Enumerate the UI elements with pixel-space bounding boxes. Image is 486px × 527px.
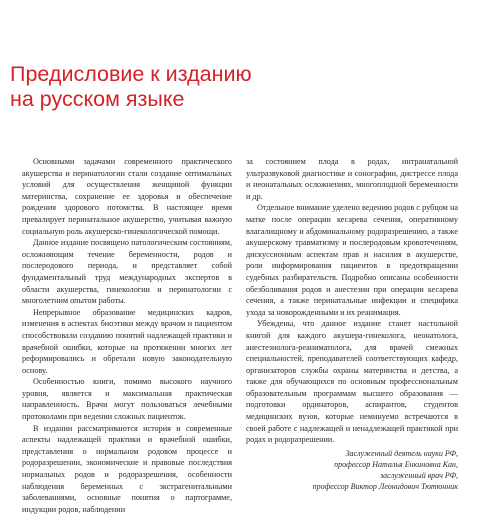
paragraph: Данное издание посвящено патологическим состояниям, осложняющим течение беременности, родов и послеродового периода, и представляет собой фундаментальный труд международных экспертов в области акушерства, гинекологии и перинатологии с многолетним опытом работы. (22, 238, 232, 306)
paragraph: Основными задачами современного практического акушерства и перинатологии стали создание оптимальных условий для осуществления женщиной функции материнства, сохранение ее здоровья и обеспечение рождения здорового потомства. В настоящее время превалирует перинатальное акушерство, учитывая важную социальную роль акушерско-гинекологической помощи. (22, 157, 232, 236)
paragraph: Особенностью книги, помимо высокого научного уровня, является и максимальная практическая направленность. Врачи могут пользоваться лечебными протоколами при ведении сложных пациенток. (22, 377, 232, 422)
title-line-2: на русском языке (10, 87, 185, 111)
signature (246, 448, 458, 493)
paragraph: за состоянием плода в родах, интранатальной ультразвуковой диагностике и сонографии, дистрессе плода и неонатальных осложнениях, многоплодной беременности и др. (246, 157, 458, 201)
page-title (10, 62, 410, 112)
left-column (22, 156, 232, 515)
right-column (246, 156, 458, 493)
signature-line: Заслуженный деятель науки РФ, (345, 448, 458, 458)
signature-line: профессор Наталья Енкиновна Кан, (334, 460, 458, 470)
signature-line: профессор Виктор Леонидович Тютюнник (312, 482, 458, 492)
paragraph: Убеждены, что данное издание станет настольной книгой для каждого акушера-гинеколога, неонатолога, анестезиолога-реаниматолога, для врачей смежных специальностей, преподавателей соответствующих кафедр, организаторов службы охраны материнства и детства, а также для обучающихся по основным профессиональным образовательным программам высшего образования — подготовки ординаторов, аспирантов, студентов медицинских вузов, которые неминуемо встречаются в своей работе с надлежащей и ненадлежащей практикой при родах и родоразрешении. (246, 319, 458, 445)
title-line-1: Предисловие к изданию (10, 62, 252, 86)
signature-line: заслуженный врач РФ, (380, 471, 458, 481)
paragraph: Отдельное внимание уделено ведению родов с рубцом на матке после операции кесарева сечения, оперативному влагалищному и абдоминальному родоразрешению, а также акушерскому травматизму и послеродовым кровотечениям, дискуссионным аспектам прав и насилия в акушерстве, роли информирования пациентов в предотвращении судебных разбирательств. Подробно описаны особенности обезболивания родов и анестезии при операции кесарева сечения, а также перинатальные инфекции и специфика ухода за новорожденными и их реанимация. (246, 203, 458, 317)
paragraph: Непрерывное образование медицинских кадров, изменения в аспектах биоэтики между врачом и пациентом способствовали созданию понятий надлежащей практики и врачебной ошибки, которые на протяжении многих лет реформировались и обретали новую законодательную основу. (22, 307, 232, 375)
paragraph: В издании рассматриваются история и современные аспекты надлежащей практики и врачебной ошибки, представления о нормальном родовом процессе и родоразрешении, экономические и правовые последствия нормальных родов и родоразрешения, особенности наблюдения беременных с экстрагенитальными заболеваниями, основные понятия о партограмме, индукции родов, наблюдении (22, 423, 232, 514)
